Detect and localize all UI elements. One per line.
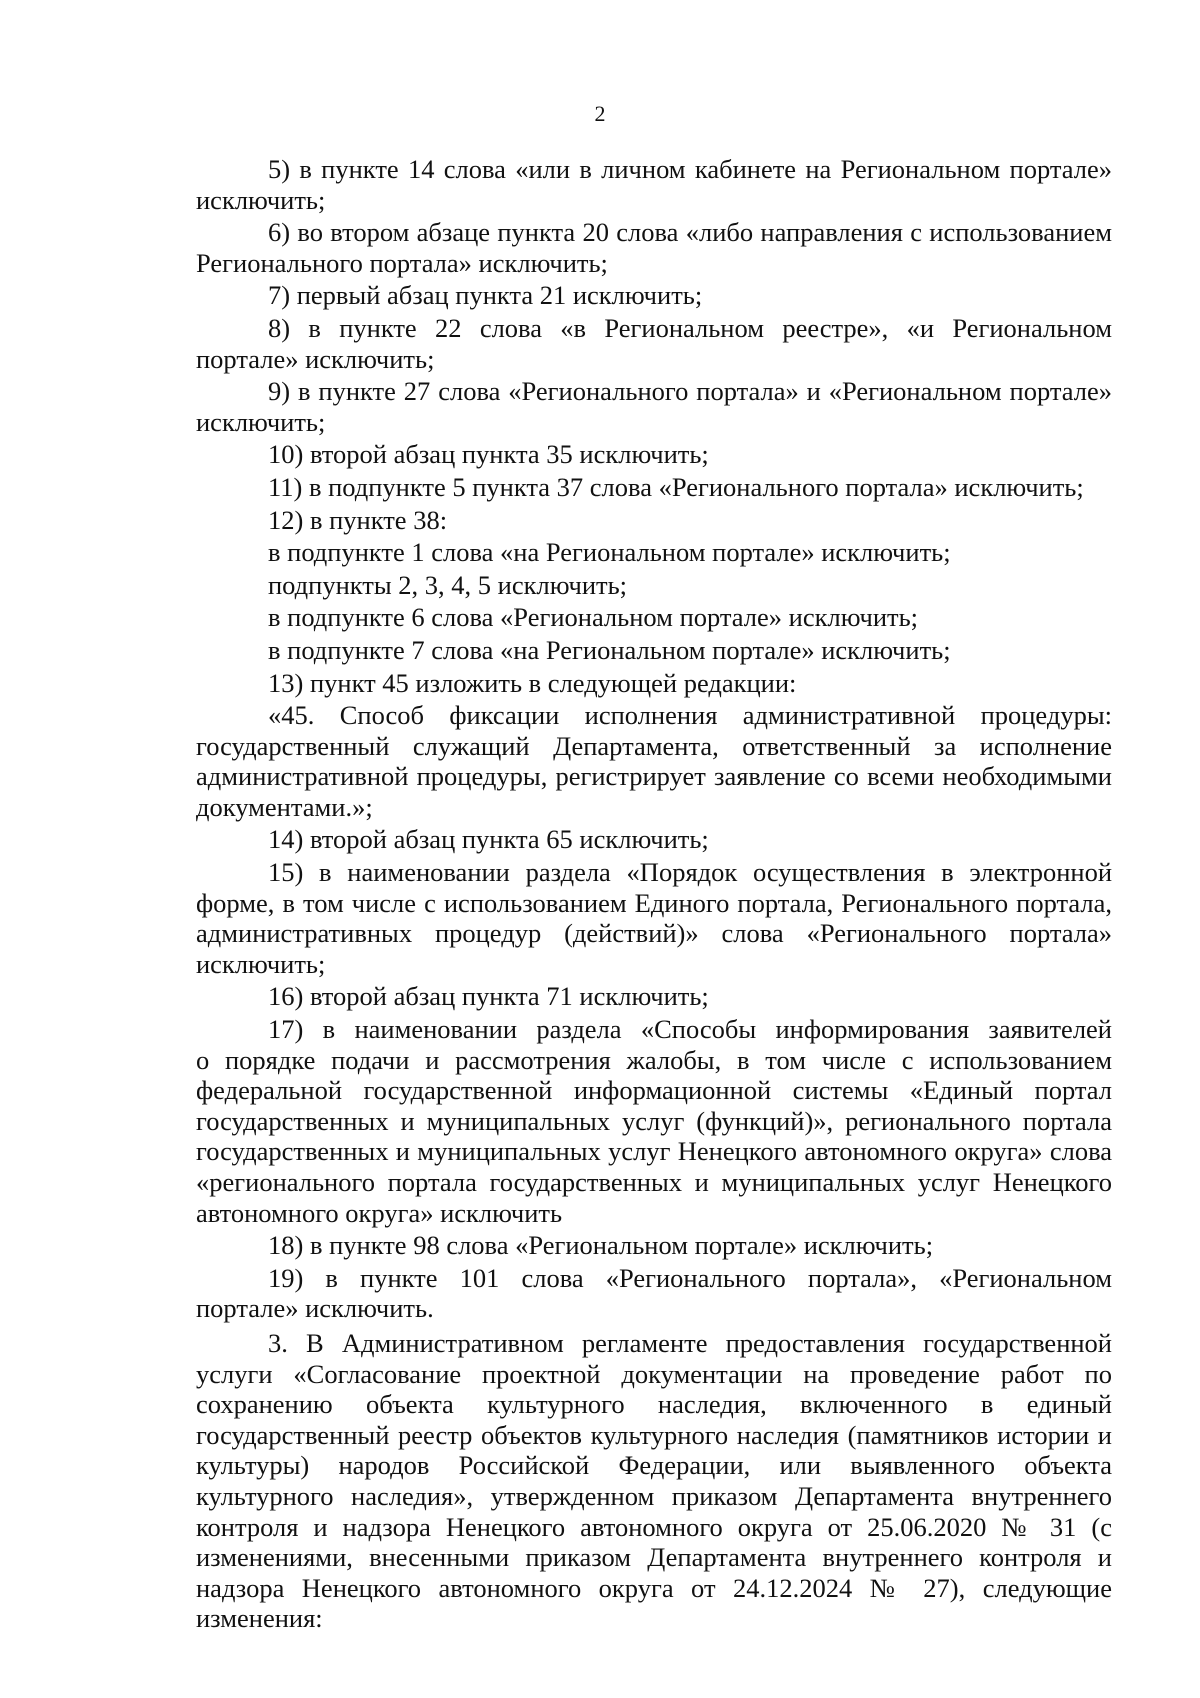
paragraph-item-10: 10) второй абзац пункта 35 исключить;	[268, 439, 709, 470]
paragraph-item-18: 18) в пункте 98 слова «Региональном портале» исключить;	[268, 1230, 934, 1261]
paragraph-item-5: 5) в пункте 14 слова «или в личном кабинете на Региональном портале» исключить;	[196, 154, 1112, 215]
paragraph-item-12: 12) в пункте 38:	[268, 504, 448, 535]
subparagraph-12-1: в подпункте 1 слова «на Региональном портале» исключить;	[268, 537, 951, 568]
subparagraph-12-2: подпункты 2, 3, 4, 5 исключить;	[268, 569, 628, 600]
paragraph-item-17: 17) в наименовании раздела «Способы информирования заявителей о порядке подачи и рассмотрения жалобы, в том числе с использованием федеральной государственной информационной системы «Единый портал государственных и муниципальных услуг (функций)», регионального портала государственных и муниципальных услуг Ненецкого автономного округа» слова «регионального портала государственных и муниципальных услуг Ненецкого автономного округа» исключить	[196, 1014, 1112, 1228]
paragraph-item-11: 11) в подпункте 5 пункта 37 слова «Регионального портала» исключить;	[268, 471, 1084, 502]
section-3-paragraph: 3. В Административном регламенте предоставления государственной услуги «Согласование проектной документации на проведение работ по сохранению объекта культурного наследия, включенного в единый государственный реестр объектов культурного наследия (памятников истории и культуры) народов Российской Федерации, или выявленного объекта культурного наследия», утвержденном приказом Департамента внутреннего контроля и надзора Ненецкого автономного округа от 25.06.2020 № 31 (с изменениями, внесенными приказом Департамента внутреннего контроля и надзора Ненецкого автономного округа от 24.12.2024 № 27), следующие изменения:	[196, 1327, 1112, 1634]
paragraph-item-6: 6) во втором абзаце пункта 20 слова «либо направления с использованием Регионального портала» исключить;	[196, 217, 1112, 278]
paragraph-item-14: 14) второй абзац пункта 65 исключить;	[268, 824, 709, 855]
paragraph-item-7: 7) первый абзац пункта 21 исключить;	[268, 280, 703, 311]
paragraph-item-8: 8) в пункте 22 слова «в Региональном реестре», «и Региональном портале» исключить;	[196, 312, 1112, 374]
paragraph-item-13: 13) пункт 45 изложить в следующей редакции:	[268, 667, 797, 698]
subparagraph-12-4: в подпункте 7 слова «на Региональном портале» исключить;	[268, 634, 951, 665]
paragraph-item-19: 19) в пункте 101 слова «Регионального портала», «Региональном портале» исключить.	[196, 1262, 1112, 1324]
page-number: 2	[594, 101, 606, 126]
paragraph-item-15: 15) в наименовании раздела «Порядок осуществления в электронной форме, в том числе с использованием Единого портала, Регионального портала, административных процедур (действий)» слова «Регионального портала» исключить;	[196, 857, 1112, 979]
paragraph-item-9: 9) в пункте 27 слова «Регионального портала» и «Региональном портале» исключить;	[196, 376, 1112, 437]
paragraph-item-16: 16) второй абзац пункта 71 исключить;	[268, 981, 709, 1012]
quoted-item-45: «45. Способ фиксации исполнения административной процедуры: государственный служащий Департамента, ответственный за исполнение административной процедуры, регистрирует заявление со всеми необходимыми документами.»;	[196, 700, 1112, 822]
subparagraph-12-3: в подпункте 6 слова «Региональном портале» исключить;	[268, 602, 919, 633]
document-body	[196, 154, 1112, 1634]
